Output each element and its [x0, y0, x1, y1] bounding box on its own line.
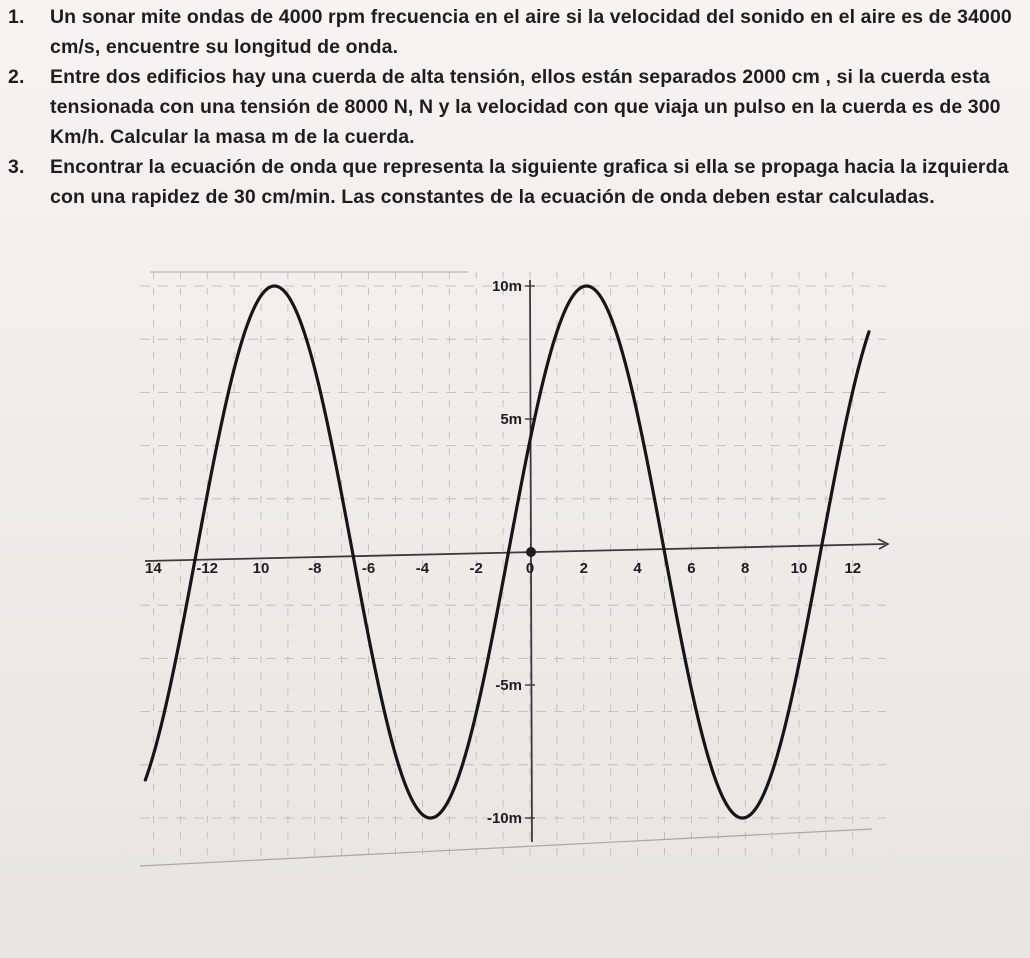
problem-1-text: Un sonar mite ondas de 4000 rpm frecuencia en el aire si la velocidad del sonido en el aire es de 34000 cm/s, encuentre su longitud de onda. [50, 6, 1012, 58]
x-tick-label-12: 10 [790, 560, 808, 577]
x-tick-label-2: 10 [252, 560, 270, 577]
x-tick-label-11: 8 [741, 560, 750, 577]
y-tick-label-2: -5m [495, 677, 522, 694]
problem-3-number: 3. [8, 156, 25, 178]
y-tick-label-0: 10m [491, 278, 522, 295]
frame-bottom-edge [140, 829, 872, 866]
x-tick-label-9: 4 [633, 560, 642, 577]
x-tick-label-13: 12 [844, 560, 862, 577]
problem-2-number: 2. [8, 66, 25, 88]
x-tick-label-8: 2 [579, 560, 588, 577]
x-tick-label-7: 0 [525, 560, 535, 577]
wave-curve-wave [145, 286, 869, 818]
problem-2-text: Entre dos edificios hay una cuerda de alta tensión, ellos están separados 2000 cm , si la cuerda esta tensionada con una tensión de 8000 N, N y la velocidad con que viaja un pulso en la cuerda es de 300 Km/h. Calcular la masa m de la cuerda. [50, 66, 1001, 148]
problem-3-text: Encontrar la ecuación de onda que representa la siguiente grafica si ella se propaga hacia la izquierda con una rapidez de 30 cm/min. Las constantes de la ecuación de onda deben estar calculadas. [50, 156, 1009, 208]
x-tick-label-1: -12 [196, 560, 219, 577]
x-axis-line [145, 544, 885, 561]
problem-1-number: 1. [8, 6, 25, 28]
x-tick-label-10: 6 [687, 560, 696, 577]
x-tick-label-5: -4 [415, 560, 430, 577]
x-tick-label-3: -8 [308, 560, 322, 577]
y-tick-label-1: 5m [500, 411, 522, 428]
origin-dot [526, 547, 536, 557]
x-tick-label-4: -6 [361, 560, 376, 577]
y-tick-label-3: -10m [486, 810, 522, 827]
curve-layer [145, 286, 869, 818]
x-tick-label-0: 14 [145, 560, 162, 577]
x-tick-label-6: -2 [469, 560, 483, 577]
